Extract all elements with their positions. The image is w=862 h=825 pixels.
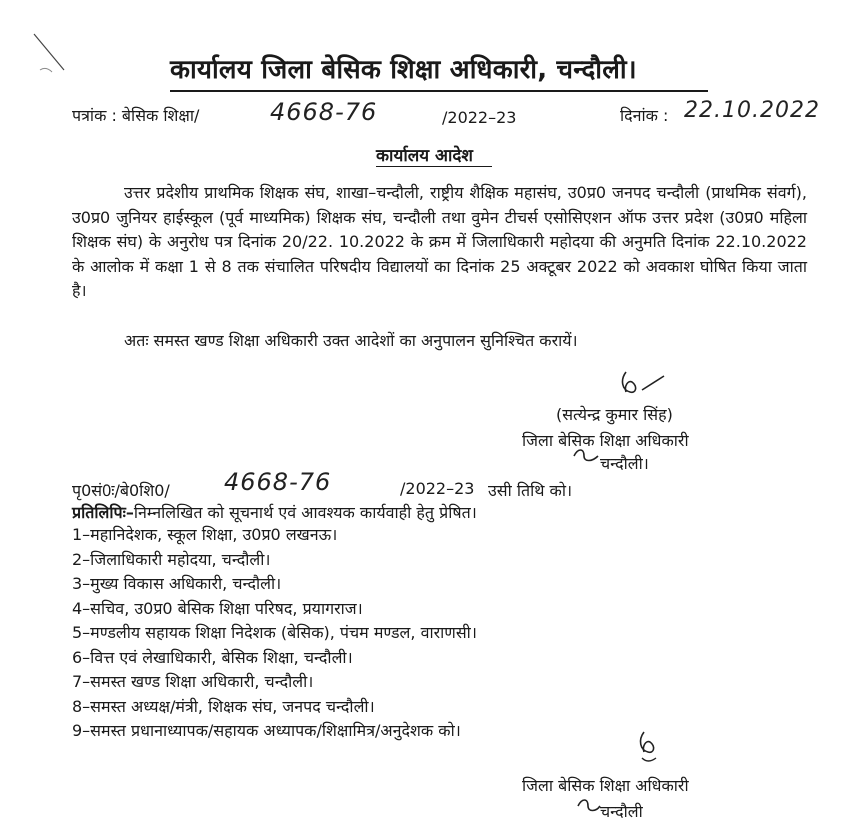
order-instruction: अतः समस्त खण्ड शिक्षा अधिकारी उक्त आदेशों का अनुपालन सुनिश्चित करायें। bbox=[124, 331, 578, 350]
list-item: 2–जिलाधिकारी महोदया, चन्दौली। bbox=[72, 549, 271, 569]
list-item: 7–समस्त खण्ड शिक्षा अधिकारी, चन्दौली। bbox=[72, 672, 314, 691]
heading-underline bbox=[376, 166, 492, 167]
list-item: 8–समस्त अध्यक्ष/मंत्री, शिक्षक संघ, जनपद चन्दौली। bbox=[72, 696, 375, 716]
officer-place: चन्दौली। bbox=[600, 454, 649, 473]
endorsement-ref-suffix: उसी तिथि को। bbox=[488, 481, 573, 500]
title-underline bbox=[170, 90, 708, 92]
endorsement-ref-year: /2022–23 bbox=[400, 479, 475, 498]
endorsement-designation: जिला बेसिक शिक्षा अधिकारी bbox=[522, 776, 689, 795]
staple-mark-icon bbox=[30, 30, 70, 80]
copy-heading bbox=[72, 501, 477, 523]
letter-ref-year: /2022–23 bbox=[442, 108, 517, 127]
copy-label: प्रतिलिपिः– bbox=[72, 503, 134, 522]
list-item: 6–वित्त एवं लेखाधिकारी, बेसिक शिक्षा, चन्दौली। bbox=[72, 647, 353, 667]
copy-text: निम्नलिखित को सूचनार्थ एवं आवश्यक कार्यवाही हेतु प्रेषित। bbox=[133, 503, 477, 522]
list-item: 1–महानिदेशक, स्कूल शिक्षा, उ0प्र0 लखनऊ। bbox=[72, 525, 338, 544]
date-value: 22.10.2022 bbox=[684, 98, 820, 123]
initial-mark-icon bbox=[576, 796, 602, 816]
list-item: 5–मण्डलीय सहायक शिक्षा निदेशक (बेसिक), पंचम मण्डल, वाराणसी। bbox=[72, 623, 477, 642]
list-item: 9–समस्त प्रधानाध्यापक/सहायक अध्यापक/शिक्षामित्र/अनुदेशक को। bbox=[72, 721, 461, 740]
signature-mark-icon bbox=[630, 728, 670, 770]
list-item: 4–सचिव, उ0प्र0 बेसिक शिक्षा परिषद, प्रयागराज। bbox=[72, 598, 363, 618]
endorsement-ref-prefix: पृ0सं0ः/बे0शि0/ bbox=[72, 481, 170, 500]
endorsement-place: चन्दौली bbox=[600, 802, 643, 821]
date-label: दिनांक : bbox=[620, 106, 669, 125]
officer-name: (सत्येन्द्र कुमार सिंह) bbox=[556, 405, 673, 424]
recipient-list bbox=[72, 523, 477, 744]
initial-mark-icon bbox=[572, 446, 600, 466]
signature-mark-icon bbox=[612, 368, 672, 408]
officer-designation: जिला बेसिक शिक्षा अधिकारी bbox=[522, 431, 689, 450]
order-body: उत्तर प्रदेशीय प्राथमिक शिक्षक संघ, शाखा–चन्दौली, राष्ट्रीय शैक्षिक महासंघ, उ0प्र0 जनपद चन्दौली (प्राथमिक संवर्ग), उ0प्र0 जुनियर हाईस्कूल (पूर्व माध्यमिक) शिक्षक संघ, चन्दौली तथा वुमेन टीचर्स एसोसिएशन ऑफ उत्तर प्रदेश (उ0प्र0 महिला शिक्षक संघ) के अनुरोध पत्र दिनांक 20/22. 10.2022 के क्रम में जिलाधिकारी महोदया की अनुमति दिनांक 22.10.2022 के आलोक में कक्षा 1 से 8 तक संचालित परिषदीय विद्यालयों का दिनांक 25 अक्टूबर 2022 को अवकाश घोषित किया जाता है। bbox=[72, 183, 807, 300]
letter-ref-prefix: पत्रांक : बेसिक शिक्षा/ bbox=[72, 106, 200, 125]
order-heading: कार्यालय आदेश bbox=[376, 146, 473, 166]
letter-ref-number: 4668-76 bbox=[270, 98, 378, 126]
endorsement-ref-number: 4668-76 bbox=[224, 468, 332, 496]
list-item: 3–मुख्य विकास अधिकारी, चन्दौली। bbox=[72, 574, 282, 593]
document-title: कार्यालय जिला बेसिक शिक्षा अधिकारी, चन्दौली। bbox=[170, 55, 637, 85]
